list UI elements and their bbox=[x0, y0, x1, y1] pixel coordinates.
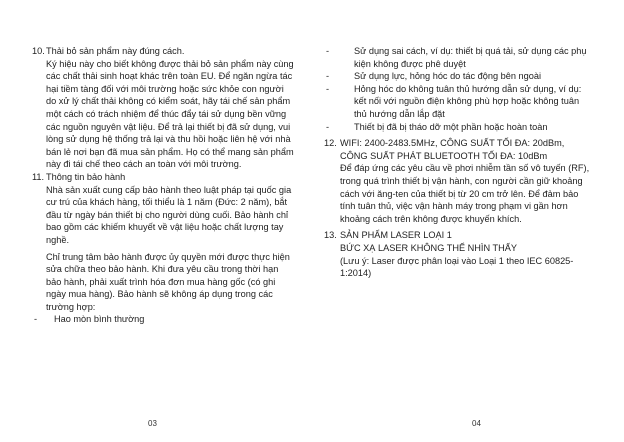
page-number-right: 04 bbox=[472, 419, 481, 428]
section-12-number: 12. bbox=[324, 138, 337, 149]
laser-classification-note: (Lưu ý: Laser được phân loại vào Loại 1 theo IEC 60825-1:2014) bbox=[340, 255, 574, 279]
list-item: - Thiết bị đã bị tháo dỡ một phần hoặc hoàn toàn bbox=[324, 121, 594, 134]
warranty-exclusion-list bbox=[32, 313, 294, 326]
laser-warning-line: BỨC XẠ LASER KHÔNG THỂ NHÌN THẤY bbox=[340, 242, 518, 253]
section-11-paragraph-1: Nhà sản xuất cung cấp bảo hành theo luật pháp tại quốc gia cư trú của khách hàng, tối thiểu là 1 năm (Đức: 2 năm), bắt đầu từ ngày bán thiết bị cho người dùng cuối. Bảo hành chỉ bao gồm các khiếm khuyết về vật liệu hoặc chất lượng tay nghề. bbox=[46, 184, 292, 245]
list-item-text: Hỏng hóc do không tuân thủ hướng dẫn sử dụng, ví dụ: kết nối với nguồn điện không phù hợp hoặc không tuân thủ hướng dẫn lắp đặt bbox=[354, 83, 582, 119]
section-10-title: Thải bỏ sản phẩm này đúng cách. bbox=[46, 46, 185, 56]
section-11-paragraph-2: Chỉ trung tâm bảo hành được ủy quyền mới được thực hiện sửa chữa theo bảo hành. Khi đưa yêu cầu trong thời hạn bảo hành, phải xuất trình hóa đơn mua hàng gốc (có ghi ngày mua hàng). Bảo hành sẽ không áp dụng trong các trường hợp: bbox=[46, 251, 290, 312]
section-10-heading bbox=[32, 45, 294, 58]
list-item-text: Hao mòn bình thường bbox=[54, 314, 145, 325]
warranty-exclusion-list-continued bbox=[324, 45, 594, 133]
list-item: - Hao mòn bình thường bbox=[32, 313, 294, 326]
section-12-title: WIFI: 2400-2483.5MHz, CÔNG SUẤT TỐI ĐA: 20dBm, CÔNG SUẤT PHÁT BLUETOOTH TỐI ĐA: 10dBm bbox=[340, 138, 565, 161]
list-item: - Sử dụng sai cách, ví dụ: thiết bị quá tải, sử dụng các phụ kiện không được phê duyệt bbox=[324, 45, 594, 70]
list-item: - Sử dụng lực, hỏng hóc do tác động bên ngoài bbox=[324, 70, 594, 83]
list-item-text: Thiết bị đã bị tháo dỡ một phần hoặc hoàn toàn bbox=[354, 121, 548, 132]
list-item: - Hỏng hóc do không tuân thủ hướng dẫn sử dụng, ví dụ: kết nối với nguồn điện không phù hợp hoặc không tuân thủ hướng dẫn lắp đặt bbox=[324, 83, 594, 121]
list-item-text: Sử dụng lực, hỏng hóc do tác động bên ngoài bbox=[354, 71, 542, 82]
right-page bbox=[312, 0, 624, 442]
section-12-body: Để đáp ứng các yêu cầu về phơi nhiễm tần số vô tuyến (RF), trong quá trình thiết bị vận hành, con người cần giữ khoảng cách với ăng-ten của thiết bị từ 20 cm trở lên. Để đảm bảo tính tuân thủ, việc vận hành máy trong phạm vi gần hơn khoảng cách trên không được khuyến khích. bbox=[340, 163, 590, 224]
left-column bbox=[32, 45, 294, 326]
list-item-text: Sử dụng sai cách, ví dụ: thiết bị quá tải, sử dụng các phụ kiện không được phê duyệt bbox=[354, 46, 587, 69]
right-column bbox=[324, 45, 594, 280]
section-12-heading bbox=[324, 137, 594, 162]
section-11-title: Thông tin bảo hành bbox=[46, 171, 126, 182]
page-number-left: 03 bbox=[148, 419, 157, 428]
section-11-number: 11. bbox=[32, 171, 45, 182]
section-10-number: 10. bbox=[32, 46, 45, 56]
section-11-heading bbox=[32, 171, 294, 184]
section-10-body: Ký hiệu này cho biết không được thải bỏ sản phẩm này cùng các chất thải sinh hoạt khác trên toàn EU. Để ngăn ngừa tác hại tiềm tàng đối với môi trường hoặc sức khỏe con người do xử lý chất thải không có kiểm soát, hãy tái chế sản phẩm một cách có trách nhiệm để thúc đẩy tái sử dụng bền vững các nguồn nguyên vật liệu. Để trả lại thiết bị đã sử dụng, vui lòng sử dụng hệ thống trả lại và thu hồi hoặc liên hệ với nhà bán lẻ nơi bạn đã mua sản phẩm. Họ có thể mang sản phẩm này đi tái chế theo cách an toàn với môi trường. bbox=[46, 58, 294, 170]
section-13-heading bbox=[324, 229, 594, 242]
section-13-number: 13. bbox=[324, 230, 337, 241]
section-13-title: SẢN PHẨM LASER LOẠI 1 bbox=[340, 230, 452, 241]
